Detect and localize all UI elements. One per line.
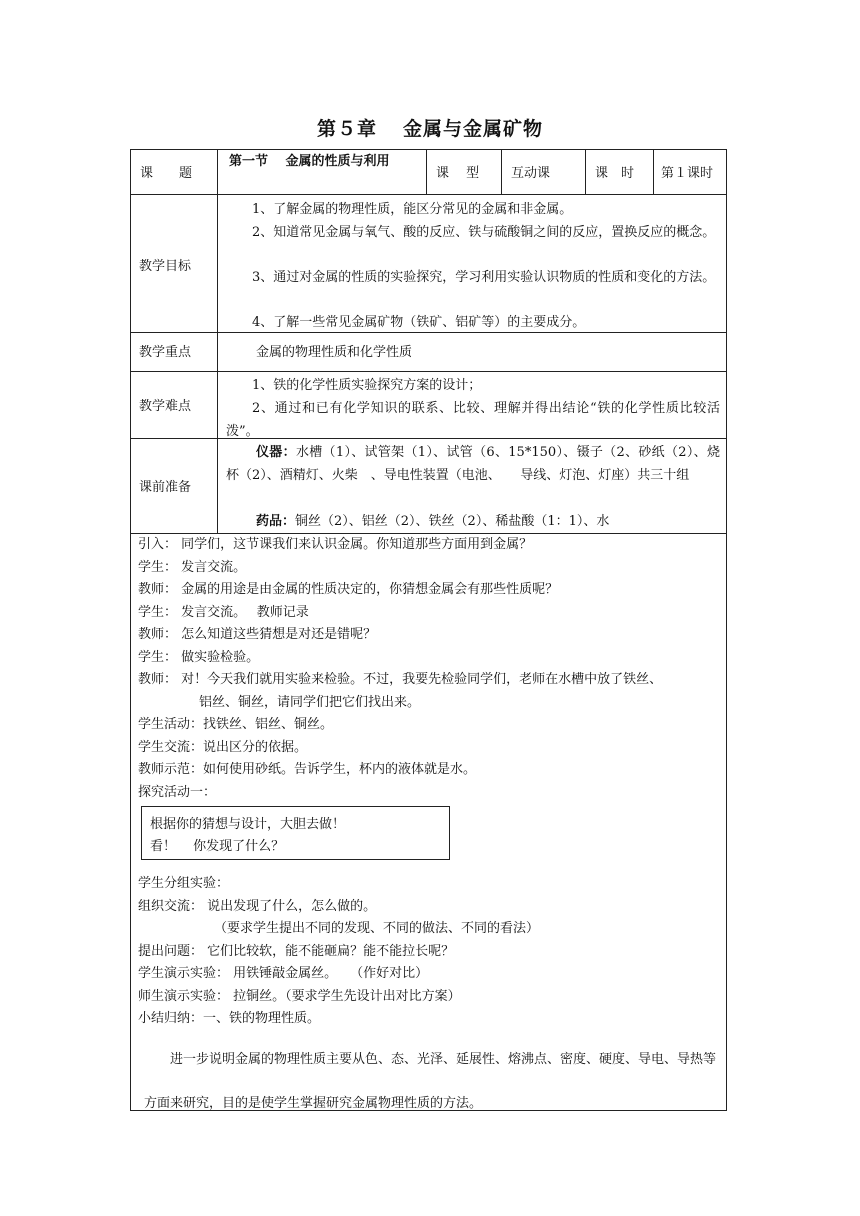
process-line: 铝丝、铜丝，请同学们把它们找出来。	[199, 695, 421, 710]
page-title	[0, 114, 860, 141]
process-line: 学生： 发言交流。	[138, 560, 247, 575]
label-objectives: 教学目标	[139, 259, 192, 274]
instruments-list	[226, 441, 720, 487]
instruments-text: 水槽（1）、试管架（1）、试管（6、15*150）、镊子（2、砂纸（2）、烧杯（2）、酒精灯、火柴 、导电性装置（电池、 导线、灯泡、灯座）共三十组	[226, 445, 720, 483]
process-line: 教师： 金属的用途是由金属的性质决定的，你猜想金属会有那些性质呢？	[138, 582, 559, 597]
summary-paragraph: 进一步说明金属的物理性质主要从色、态、光泽、延展性、熔沸点、密度、硬度、导电、导热等方面来研究，目的是使学生掌握研究金属物理性质的方法。	[144, 1052, 717, 1111]
chapter-name: 金属与金属矿物	[403, 118, 544, 140]
instruments-label: 仪器：	[256, 445, 296, 460]
label-difficulty: 教学难点	[139, 399, 192, 414]
process-line: 引入： 同学们，这节课我们来认识金属。你知道那些方面用到金属？	[138, 537, 533, 552]
process-line: 教师示范：如何使用砂纸。告诉学生，杯内的液体就是水。	[138, 762, 477, 777]
process-line: 探究活动一：	[138, 785, 217, 800]
focus-text: 金属的物理性质和化学性质	[256, 345, 413, 360]
label-hours: 课 时	[595, 166, 635, 181]
reagents-label: 药品：	[256, 514, 296, 529]
process-line: 学生分组实验：	[138, 876, 230, 891]
lesson-type: 互动课	[511, 166, 551, 181]
lesson-hours: 第１课时	[661, 166, 714, 181]
objective-item: 3、通过对金属的性质的实验探究，学习利用实验认识物质的性质和变化的方法。	[252, 270, 716, 285]
process-line: 学生： 发言交流。 教师记录	[138, 605, 309, 620]
lesson-topic: 第一节 金属的性质与利用	[229, 154, 390, 169]
reagents-text: 铜丝（2）、铝丝（2）、铁丝（2）、稀盐酸（1：1）、水	[295, 514, 610, 529]
process-line: （要求学生提出不同的发现、不同的做法、不同的看法）	[214, 921, 540, 936]
objective-item: 2、知道常见金属与氧气、酸的反应、铁与硫酸铜之间的反应，置换反应的概念。	[252, 225, 716, 240]
label-topic: 课 题	[140, 166, 193, 181]
process-line: 学生： 做实验检验。	[138, 650, 260, 665]
activity-box-line: 根据你的猜想与设计，大胆去做！	[150, 817, 346, 832]
objective-item: 4、了解一些常见金属矿物（铁矿、铝矿等）的主要成分。	[252, 315, 586, 330]
objective-item: 1、了解金属的物理性质，能区分常见的金属和非金属。	[252, 202, 573, 217]
process-line: 小结归纳：一、铁的物理性质。	[138, 1011, 321, 1026]
process-line: 提出问题： 它们比较软，能不能砸扁？能不能拉长呢？	[138, 944, 455, 959]
label-focus: 教学重点	[139, 345, 192, 360]
difficulty-item: 2、通过和已有化学知识的联系、比较、理解并得出结论“铁的化学性质比较活泼”。	[226, 401, 720, 439]
label-type: 课 型	[436, 166, 480, 181]
process-line: 教师： 怎么知道这些猜想是对还是错呢？	[138, 627, 377, 642]
difficulty-item: 1、铁的化学性质实验探究方案的设计；	[252, 378, 482, 393]
chapter-number: 第５章	[316, 118, 377, 140]
process-line: 学生演示实验： 用铁锤敲金属丝。 （作好对比）	[138, 966, 429, 981]
label-prep: 课前准备	[139, 480, 192, 495]
process-line: 学生交流：说出区分的依据。	[138, 740, 308, 755]
process-line: 组织交流： 说出发现了什么，怎么做的。	[138, 899, 377, 914]
process-line: 学生活动：找铁丝、铝丝、铜丝。	[138, 717, 334, 732]
activity-box-line: 看！ 你发现了什么？	[150, 839, 285, 854]
process-line: 教师： 对！今天我们就用实验来检验。不过，我要先检验同学们，老师在水槽中放了铁丝、	[138, 672, 663, 687]
process-line: 师生演示实验： 拉铜丝。（要求学生先设计出对比方案）	[138, 989, 461, 1004]
reagents-list	[226, 510, 720, 533]
